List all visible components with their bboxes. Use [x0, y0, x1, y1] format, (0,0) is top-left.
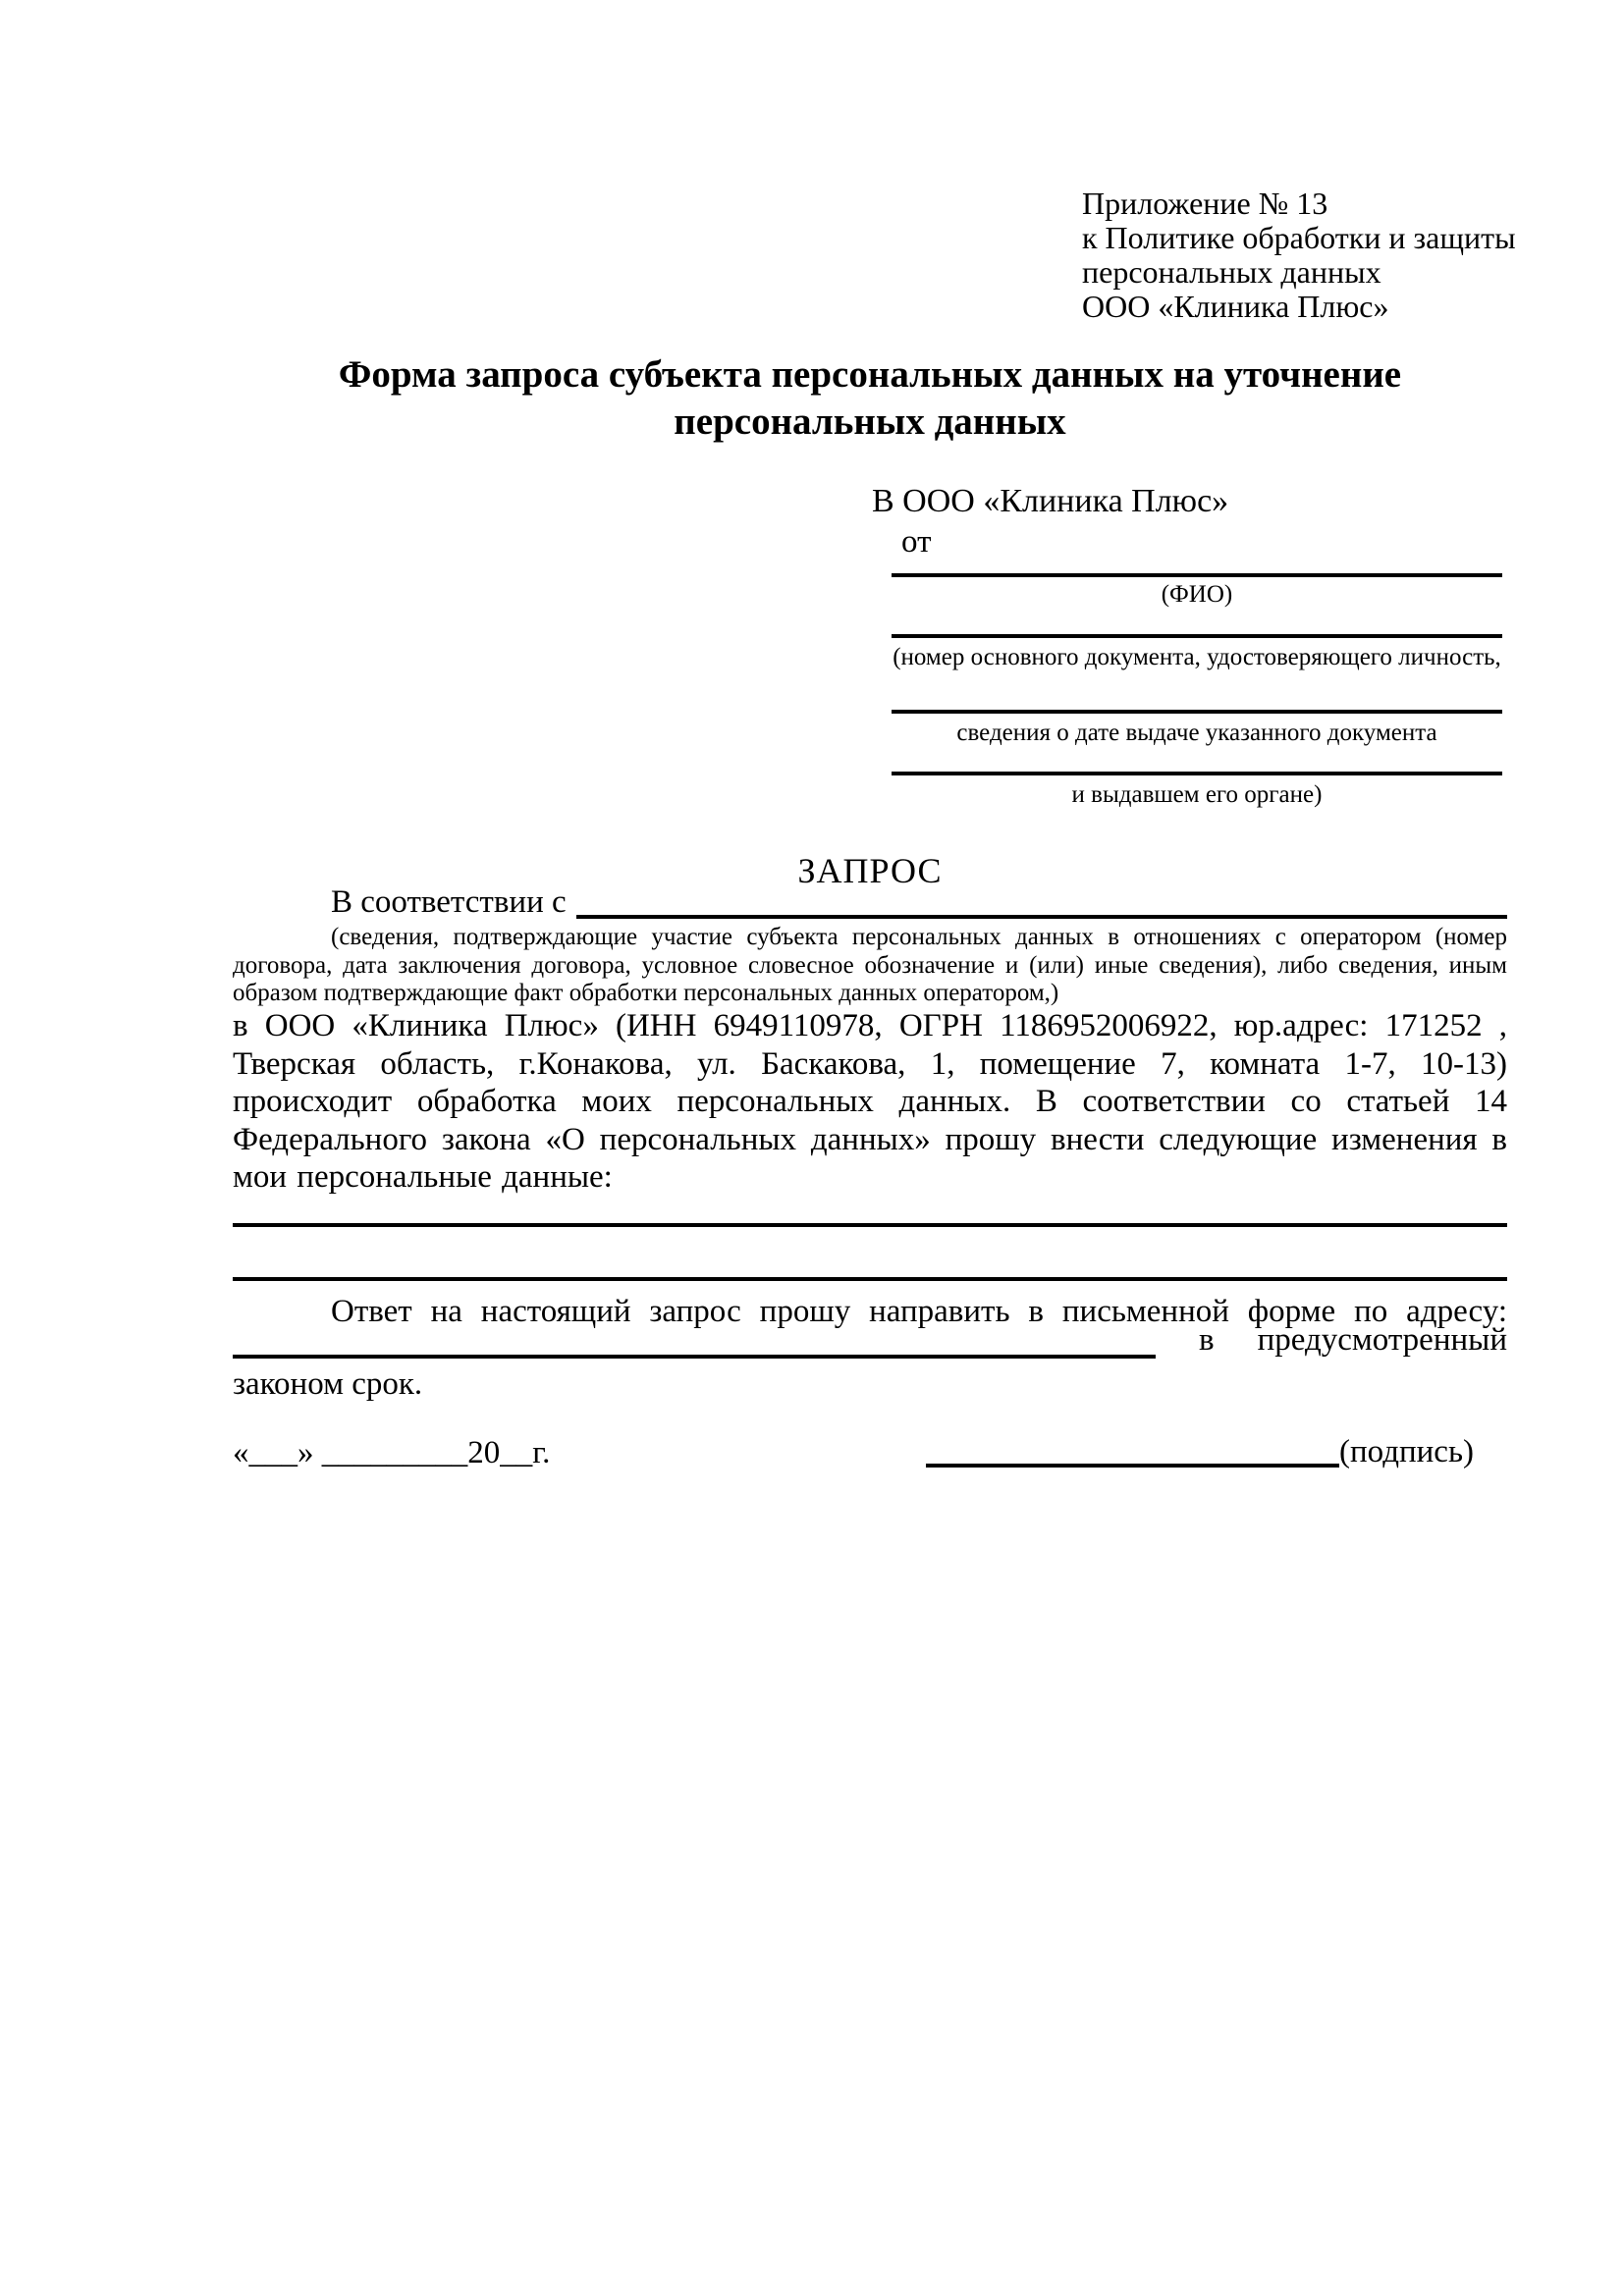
changes-fill-line-2: [233, 1277, 1507, 1281]
signature-fill-line: [926, 1464, 1339, 1468]
accordance-row: [233, 881, 1507, 921]
appendix-note-line: к Политике обработки и защиты: [1082, 220, 1516, 255]
fio-fill-line: [892, 573, 1502, 577]
accordance-label: В соответствии с: [331, 884, 567, 920]
appendix-note-line: Приложение № 13: [1082, 186, 1328, 221]
document-number-fill-line: [892, 634, 1502, 638]
page-title: Форма запроса субъекта персональных данных на уточнение персональных данных: [338, 353, 1402, 443]
document-date-caption: сведения о дате выдаче указанного документа: [956, 720, 1437, 746]
addressee-organization: В ООО «Клиника Плюс»: [872, 483, 1229, 519]
date-fill-line: «___» _________20__г.: [233, 1435, 551, 1470]
reply-tail-line: законом срок.: [233, 1366, 423, 1402]
accordance-footnote: (сведения, подтверждающие участие субъекта персональных данных в отношениях с оператором (номер договора, дата заключения договора, условное словесное обозначение и (или) иные сведения), либо сведения, иным образом подтверждающие факт обработки персональных данных оператором,): [233, 924, 1507, 1006]
signature-caption: (подпись): [1339, 1434, 1474, 1469]
fio-caption: (ФИО): [1161, 581, 1233, 608]
from-label: от: [901, 524, 932, 560]
document-issuer-fill-line: [892, 772, 1502, 775]
reply-address-row: [233, 1322, 1507, 1359]
changes-fill-line-1: [233, 1223, 1507, 1227]
appendix-note-line: персональных данных: [1082, 254, 1381, 290]
accordance-fill-line: [576, 915, 1507, 919]
document-number-caption: (номер основного документа, удостоверяющего личность,: [893, 644, 1501, 670]
appendix-note: [1082, 187, 1516, 324]
request-body-paragraph: в ООО «Клиника Плюс» (ИНН 6949110978, ОГРН 1186952006922, юр.адрес: 171252 , Тверская область, г.Конакова, ул. Баскакова, 1, помещение 7, комната 1-7, 10-13) происходит обработка моих персональных данных. В соответствии со статьей 14 Федерального закона «О персональных данных» прошу внести следующие изменения в мои персональные данные:: [233, 1008, 1507, 1195]
reply-word: предусмотренный: [1257, 1322, 1507, 1358]
appendix-note-line: ООО «Клиника Плюс»: [1082, 289, 1389, 324]
request-heading: ЗАПРОС: [797, 851, 943, 890]
signature-row: [926, 1431, 1480, 1470]
reply-sentence: Ответ на настоящий запрос прошу направить в письменной форме по адресу:: [331, 1294, 1507, 1329]
document-issuer-caption: и выдавшем его органе): [1071, 781, 1323, 808]
reply-address-fill-line: [233, 1355, 1156, 1359]
reply-word: в: [1199, 1322, 1215, 1358]
document-date-fill-line: [892, 710, 1502, 714]
